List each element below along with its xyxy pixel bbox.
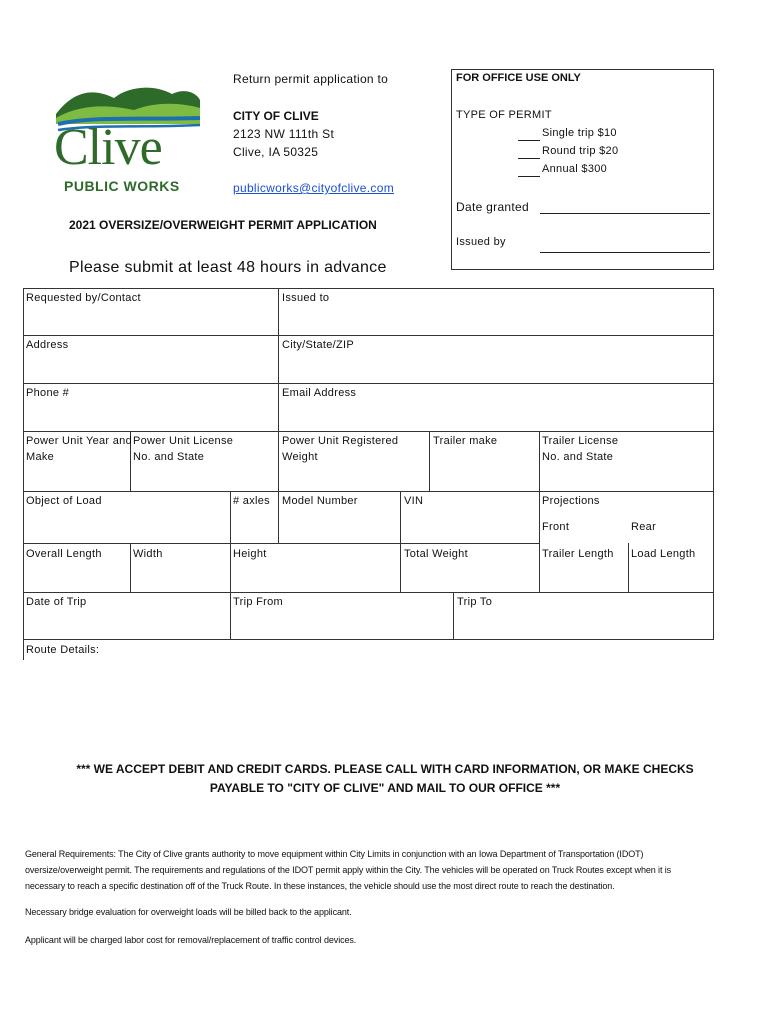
trailer-length-field[interactable]: Trailer Length xyxy=(542,548,614,560)
issued-to-field[interactable]: Issued to xyxy=(282,292,330,304)
rear-projection-field[interactable]: Rear xyxy=(631,521,657,533)
phone-field[interactable]: Phone # xyxy=(26,387,70,399)
projections-label: Projections xyxy=(542,495,600,507)
return-city: Clive, IA 50325 xyxy=(233,145,319,159)
total-weight-field[interactable]: Total Weight xyxy=(404,548,468,560)
round-trip-blank[interactable] xyxy=(518,158,540,159)
logo-name: Clive xyxy=(54,119,162,176)
date-granted-label: Date granted xyxy=(456,200,529,214)
bridge-evaluation-note: Necessary bridge evaluation for overweight loads will be billed back to the applicant. xyxy=(25,907,352,917)
issued-by-line[interactable] xyxy=(540,252,710,253)
option-single-trip: Single trip $10 xyxy=(542,127,617,139)
route-details-field[interactable]: Route Details: xyxy=(26,644,100,656)
power-unit-year-make-field[interactable]: Power Unit Year and Make xyxy=(26,435,132,463)
email-link[interactable]: publicworks@cityofclive.com xyxy=(233,181,394,195)
load-length-field[interactable]: Load Length xyxy=(631,548,696,560)
email-address-field[interactable]: Email Address xyxy=(282,387,357,399)
axles-field[interactable]: # axles xyxy=(233,495,270,507)
payment-notice: *** WE ACCEPT DEBIT AND CREDIT CARDS. PLEASE CALL WITH CARD INFORMATION, OR MAKE CHECKS PAYABLE TO "CITY OF CLIVE" AND MAIL TO OUR OFFICE *** xyxy=(76,762,694,795)
general-requirements: General Requirements: The City of Clive grants authority to move equipment within City Limits in conjunction with an Iowa Department of Transportation (IDOT) oversize/overweight permit. The requirements and regulations of the IDOT permit apply within the City. The vehicles will be operated on Truck Routes except when it is necessary to reach a specific destination off of the Truck Route. In these instances, the vehicle should use the most direct route to reach the destination. xyxy=(25,849,672,891)
advance-notice: Please submit at least 48 hours in advance xyxy=(69,259,387,276)
return-org: CITY OF CLIVE xyxy=(233,109,319,123)
city-state-zip-field[interactable]: City/State/ZIP xyxy=(282,339,355,351)
date-of-trip-field[interactable]: Date of Trip xyxy=(26,596,87,608)
power-unit-weight-field[interactable]: Power Unit Registered Weight xyxy=(282,435,399,463)
requested-by-field[interactable]: Requested by/Contact xyxy=(26,292,141,304)
address-field[interactable]: Address xyxy=(26,339,69,351)
labor-cost-note: Applicant will be charged labor cost for removal/replacement of traffic control devices. xyxy=(25,935,357,945)
trip-to-field[interactable]: Trip To xyxy=(457,596,493,608)
office-heading: FOR OFFICE USE ONLY xyxy=(456,72,581,84)
trailer-license-field[interactable]: Trailer License No. and State xyxy=(542,435,619,463)
option-round-trip: Round trip $20 xyxy=(542,145,619,157)
height-field[interactable]: Height xyxy=(233,548,267,560)
overall-length-field[interactable]: Overall Length xyxy=(26,548,102,560)
trip-from-field[interactable]: Trip From xyxy=(233,596,283,608)
object-of-load-field[interactable]: Object of Load xyxy=(26,495,102,507)
annual-blank[interactable] xyxy=(518,176,540,177)
single-trip-blank[interactable] xyxy=(518,140,540,141)
permit-type-label: TYPE OF PERMIT xyxy=(456,109,552,121)
logo-subtitle: PUBLIC WORKS xyxy=(64,178,180,194)
form-title: 2021 OVERSIZE/OVERWEIGHT PERMIT APPLICATION xyxy=(69,218,377,232)
width-field[interactable]: Width xyxy=(133,548,163,560)
model-number-field[interactable]: Model Number xyxy=(282,495,358,507)
power-unit-license-field[interactable]: Power Unit License No. and State xyxy=(133,435,234,463)
clive-logo xyxy=(54,80,204,200)
front-projection-field[interactable]: Front xyxy=(542,521,570,533)
issued-by-label: Issued by xyxy=(456,236,506,248)
trailer-make-field[interactable]: Trailer make xyxy=(433,435,498,447)
vin-field[interactable]: VIN xyxy=(404,495,424,507)
date-granted-line[interactable] xyxy=(540,213,710,214)
option-annual: Annual $300 xyxy=(542,163,608,175)
return-street: 2123 NW 111th St xyxy=(233,127,335,141)
return-intro: Return permit application to xyxy=(233,72,389,86)
